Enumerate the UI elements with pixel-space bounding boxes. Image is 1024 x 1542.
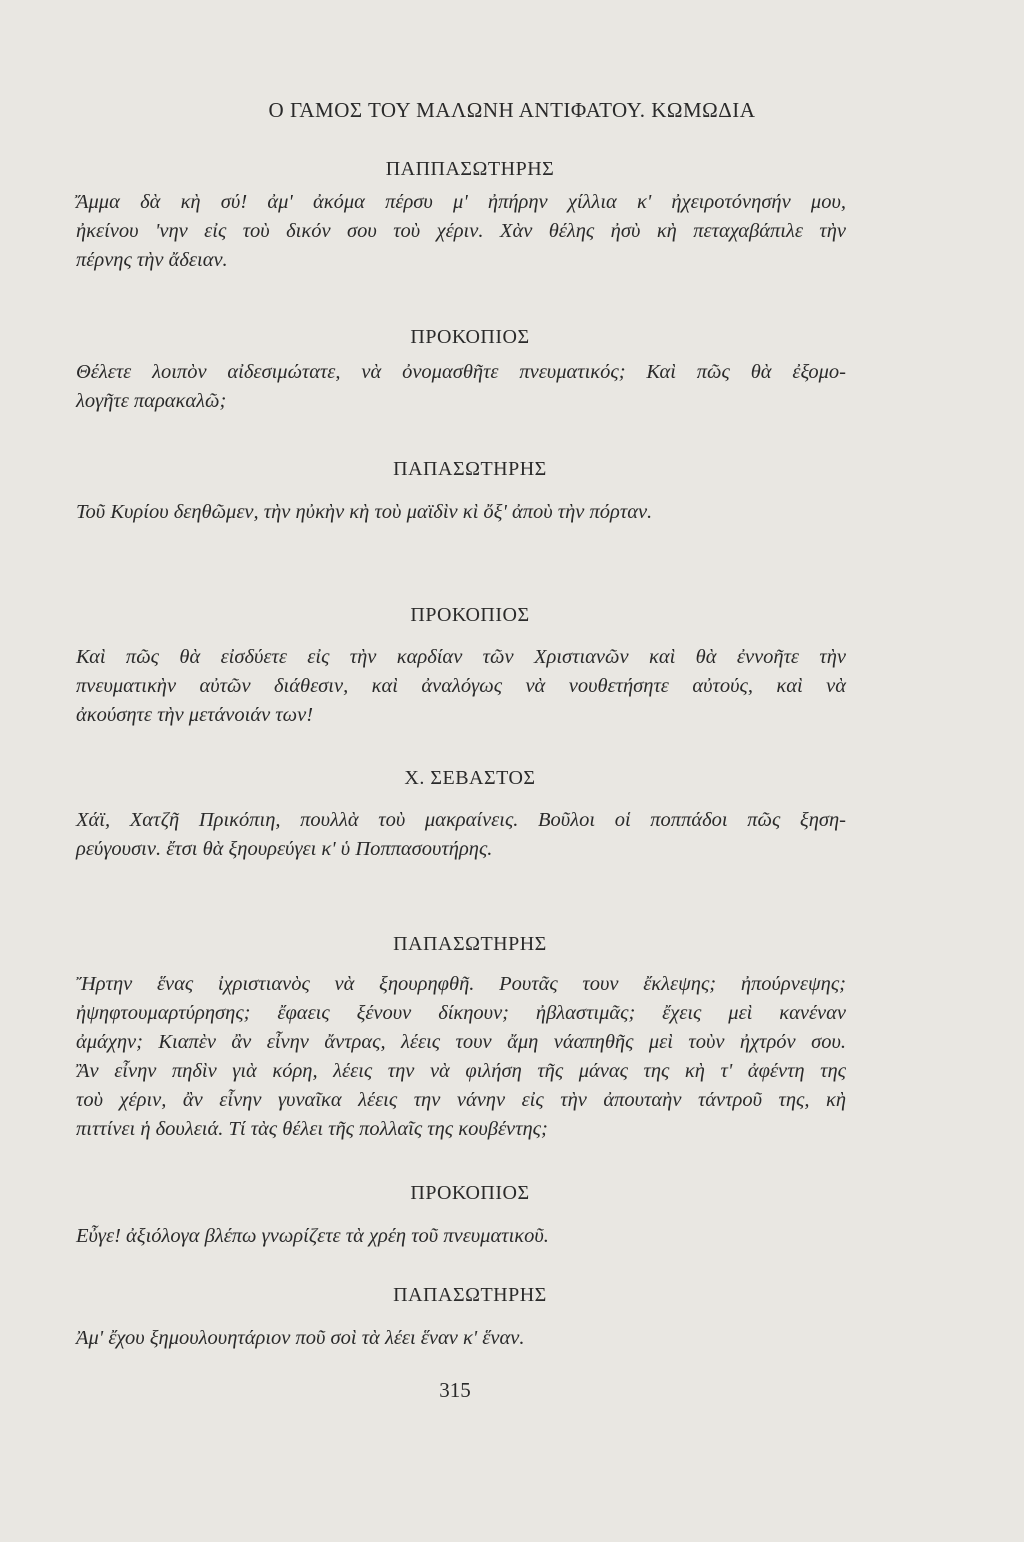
speaker-name: ΠΑΠΑΣΩΤΗΡΗΣ — [393, 1284, 547, 1306]
page-number: 315 — [439, 1378, 471, 1402]
speaker-name: ΠΡΟΚΟΠΙΟΣ — [410, 326, 530, 348]
speech-paragraph — [76, 643, 846, 730]
speech-line: Χάϊ, Χατζῆ Πρικόπιη, πουλλὰ τοὺ μακραίνεις. Βοῦλοι οἱ ποππάδοι πῶς ξηση- — [76, 809, 846, 831]
speech-paragraph — [76, 1222, 846, 1251]
speech-line: Ἀμ' ἔχου ξημουλουητάριον ποῦ σοὶ τὰ λέει ἕναν κ' ἕναν. — [76, 1327, 525, 1349]
speech-line: ἀκούσητε τὴν μετάνοιάν των! — [76, 704, 314, 726]
speech-line: Θέλετε λοιπὸν αἰδεσιμώτατε, νὰ ὀνομασθῆτε πνευματικός; Καὶ πῶς θὰ ἐξομο- — [76, 361, 846, 383]
speech-paragraph — [76, 1324, 846, 1353]
speech-line: πιττίνει ἡ δουλειά. Τί τὰς θέλει τῆς πολλαῖς της κουβέντης; — [76, 1118, 548, 1140]
speech-line: Καὶ πῶς θὰ εἰσδύετε εἰς τὴν καρδίαν τῶν Χριστιανῶν καὶ θὰ ἐννοῆτε τὴν — [76, 646, 846, 668]
speech-line: ἀμάχην; Κιαπὲν ἂν εἶνην ἄντρας, λέεις τουν ἄμη νάαπηθῆς μεὶ τοὺν ἠχτρόν σου. — [76, 1031, 846, 1053]
speech-line: πνευματικὴν αὐτῶν διάθεσιν, καὶ ἀναλόγως νὰ νουθετήσητε αὐτούς, καὶ νὰ — [76, 675, 846, 697]
speech-line: τοὺ χέριν, ἂν εἶνην γυναῖκα λέεις την νάνην εἰς τὴν ἀπουταὴν τάντροῦ της, κὴ — [76, 1089, 846, 1111]
speech-line: Εὖγε! ἀξιόλογα βλέπω γνωρίζετε τὰ χρέη τοῦ πνευματικοῦ. — [76, 1225, 549, 1247]
speech-line: ἠψηφτουμαρτύρησης; ἔφαεις ξένουν δίκηουν; ἠβλαστιμᾶς; ἔχεις μεὶ κανέναν — [76, 1002, 846, 1024]
speech-paragraph — [76, 970, 846, 1144]
running-title: Ο ΓΑΜΟΣ ΤΟΥ ΜΑΛΩΝΗ ΑΝΤΙΦΑΤΟΥ. ΚΩΜΩΔΙΑ — [268, 98, 756, 122]
speech-line: λογῆτε παρακαλῶ; — [76, 390, 227, 412]
speaker-name: ΠΑΠΑΣΩΤΗΡΗΣ — [393, 933, 547, 955]
speech-line: ἠκείνου 'νην εἰς τοὺ δικόν σου τοὺ χέριν. Χὰν θέλης ἠσὺ κὴ πεταχαβάπιλε τὴν — [76, 220, 846, 242]
speech-line: ρεύγουσιν. ἔτσι θὰ ξηουρεύγει κ' ὑ Ποππασουτήρης. — [76, 838, 493, 860]
speech-line: Τοῦ Κυρίου δεηθῶμεν, τὴν ηὐκὴν κὴ τοὺ μαϊδὶν κὶ ὄξ' ἀποὺ τὴν πόρταν. — [76, 501, 653, 523]
speech-line: Ἂν εἶνην πηδὶν γιὰ κόρη, λέεις την νὰ φιλήση τῆς μάνας της κὴ τ' ἀφέντη της — [76, 1060, 846, 1082]
speech-paragraph — [76, 188, 846, 275]
speech-paragraph — [76, 806, 846, 864]
speaker-name: Χ. ΣΕΒΑΣΤΟΣ — [404, 767, 536, 789]
speech-line: πέρνης τὴν ἄδειαν. — [76, 249, 228, 271]
speech-paragraph — [76, 498, 846, 527]
speaker-name: ΠΑΠΑΣΩΤΗΡΗΣ — [393, 458, 547, 480]
speaker-name: ΠΑΠΠΑΣΩΤΗΡΗΣ — [385, 158, 555, 180]
speech-line: Ἤρτην ἕνας ἰχριστιανὸς νὰ ξηουρηφθῆ. Ρουτᾶς τουν ἔκλεψης; ἠπούρνεψης; — [76, 973, 846, 995]
speaker-name: ΠΡΟΚΟΠΙΟΣ — [410, 1182, 530, 1204]
speech-paragraph — [76, 358, 846, 416]
speaker-name: ΠΡΟΚΟΠΙΟΣ — [410, 604, 530, 626]
speech-line: Ἄμμα δὰ κὴ σύ! ἀμ' ἀκόμα πέρσυ μ' ἠπήρην χίλλια κ' ἠχειροτόνησήν μου, — [76, 191, 846, 213]
